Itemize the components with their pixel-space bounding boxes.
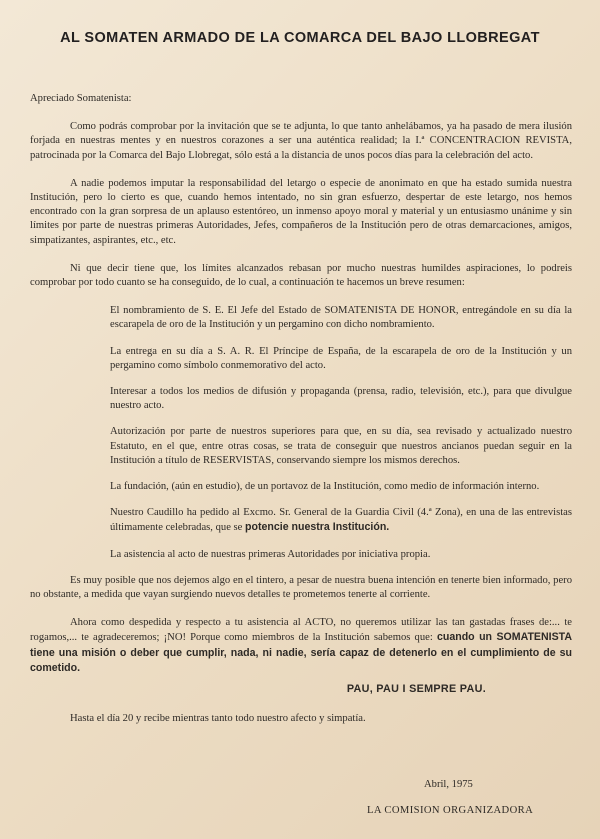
- despedida-emphasis: cuando un SOMATENISTA tiene una misión o deber que cumplir, nada, ni nadie, sería capaz de detenerlo en el cumplimiento de su cometido.: [30, 631, 572, 674]
- date: Abril, 1975: [424, 779, 473, 790]
- achievements-list: [110, 304, 572, 562]
- greeting: Apreciado Somatenista:: [30, 93, 132, 104]
- paragraph-letargo: A nadie podemos imputar la responsabilidad del letargo o especie de anonimato en que ha estado sumida nuestra Institución, pero lo cierto es que, cuando hemos intentado, no sin gran esfuerzo, despertar de este letargo, nos hemos encontrado con la gran sorpresa de un aplauso estentóreo, un inmenso apoyo moral y material y un entusiasmo unánime y sin límites por parte de nuestras primeras Autoridades, Jefes, compañeros de la Institución pero de otras demarcaciones, amigos, simpatizantes, aspirantes, etc., etc.: [30, 177, 572, 246]
- motto: PAU, PAU I SEMPRE PAU.: [346, 683, 486, 696]
- letter-body: [30, 92, 572, 727]
- letter-title: AL SOMATEN ARMADO DE LA COMARCA DEL BAJO LLOBREGAT: [60, 30, 540, 46]
- caudillo-text: Nuestro Caudillo ha pedido al Excmo. Sr. General de la Guardia Civil (4.ª Zona), en una de las entrevistas últimamente celebradas, que se: [110, 507, 572, 534]
- paragraph-tintero: Es muy posible que nos dejemos algo en el tintero, a pesar de nuestra buena intención en tenerte bien informado, pero no obstante, a medida que vayan surgiendo nuevos detalles te prometemos tenerte al corriente.: [30, 574, 572, 601]
- paragraph-despedida: [30, 616, 572, 676]
- list-item: Interesar a todos los medios de difusión y propaganda (prensa, radio, televisión, etc.), para que divulgue nuestro acto.: [110, 386, 572, 412]
- list-item: La fundación, (aún en estudio), de un portavoz de la Institución, como medio de información interno.: [110, 481, 540, 493]
- signature: LA COMISION ORGANIZADORA: [367, 805, 534, 816]
- list-item: El nombramiento de S. E. El Jefe del Estado de SOMATENISTA DE HONOR, entregándole en su día la escarapela de oro de la Institución y un pergamino con dicho nombramiento.: [110, 305, 572, 331]
- closing-line: Hasta el día 20 y recibe mientras tanto todo nuestro afecto y simpatía.: [70, 713, 366, 725]
- paragraph-invitation: Como podrás comprobar por la invitación que se te adjunta, lo que tanto anhelábamos, ya ha pasado de mera ilusión forjada en nuestras mentes y en nuestros corazones a ser una auténtica realidad; la I.ª CONCENTRACION REVISTA, patrocinada por la Comarca del Bajo Llobregat, sólo está a la distancia de unos pocos días para la celebración del acto.: [30, 121, 572, 161]
- paragraph-summary-intro: Ni que decir tiene que, los límites alcanzados rebasan por mucho nuestras humildes aspiraciones, lo podreis comprobar por todo cuanto se ha conseguido, de lo cual, a continuación te hacemos un breve resumen:: [30, 262, 572, 289]
- list-item: La asistencia al acto de nuestras primeras Autoridades por iniciativa propia.: [110, 548, 431, 560]
- list-item: Autorización por parte de nuestros superiores para que, en su día, sea revisado y actualizado nuestro Estatuto, en el que, entre otras cosas, se trata de conseguir que nuestros ancianos puedan seguir en la Institución a título de RESERVISTAS, conservando siempre los mismos derechos.: [110, 426, 572, 466]
- list-item: [110, 506, 572, 535]
- list-item: La entrega en su día a S. A. R. El Príncipe de España, de la escarapela de oro de la Institución y un pergamino como símbolo conmemorativo del acto.: [110, 345, 572, 371]
- caudillo-emphasis: potencie nuestra Institución.: [245, 521, 390, 534]
- despedida-text: Ahora como despedida y respecto a tu asistencia al ACTO, no queremos utilizar las tan gastadas frases de:... te rogamos,... te agradeceremos; ¡NO! Porque como miembros de la Institución sabemos que:: [30, 617, 572, 644]
